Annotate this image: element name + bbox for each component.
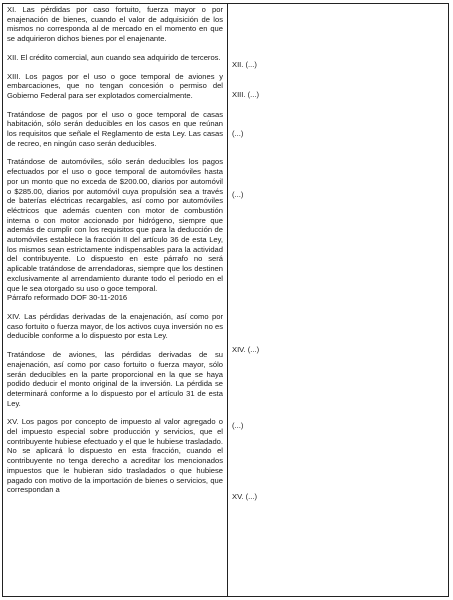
fraction-xiii: XIII. Los pagos por el uso o goce temporal de aviones y embarcaciones, que no tengan concesión o permiso del Gobierno Federal para ser explotados comercialmente. — [7, 71, 223, 100]
fraction-xii: XII. El crédito comercial, aun cuando sea adquirido de terceros. — [7, 52, 221, 62]
right-note-ellipsis-3: (...) — [232, 421, 244, 430]
paragraph-aviones: Tratándose de aviones, las pérdidas derivadas de su enajenación, así como por caso fortuito o fuerza mayor, sólo serán deducibles en la parte proporcional en la que se haya podido deducir el monto original de la inversión. La pérdida se determinará conforme a lo dispuesto por el artículo 31 de esta Ley. — [7, 350, 223, 408]
column-divider — [227, 3, 228, 597]
fraction-xi: XI. Las pérdidas por caso fortuito, fuerza mayor o por enajenación de bienes, cuando el valor de adquisición de los mismos no corresponda al de mercado en el momento en que se adquirieron dichos bienes por el enajenante. — [7, 5, 223, 44]
right-note-xv: XV. (...) — [232, 492, 258, 501]
paragraph-automoviles: Tratándose de automóviles, sólo serán deducibles los pagos efectuados por el uso o goce temporal de automóviles hasta por un monto que no exceda de $200.00, diarios por automóvil o $285.00, diarios por automóvil cuya propulsión sea a través de baterías eléctricas recargables, así como por automóviles eléctricos que además cuenten con motor de combustión interna o con motor accionado por hidrógeno, siempre que además de cumplir con los requisitos que para la deducción de automóviles establece la fracción II del artículo 36 de esta Ley, los mismos sean estrictamente indispensables para la actividad del contribuyente. Lo dispuesto en este párrafo no será aplicable tratándose de arrendadoras, siempre que los destinen exclusivamente al arrendamiento durante todo el periodo en el que le sea otorgado su uso o goce temporal. — [7, 157, 223, 293]
right-note-xiv: XIV. (...) — [232, 345, 260, 354]
right-note-ellipsis-1: (...) — [232, 129, 244, 138]
fraction-xv: XV. Los pagos por concepto de impuesto al valor agregado o del impuesto especial sobre producción y servicios, que el contribuyente hubiese efectuado y el que le hubiese trasladado. No se aplicará lo dispuesto en esta fracción, cuando el contribuyente no tenga derecho a acreditar los mencionados impuestos que le hubieran sido trasladados o que hubiese pagado con motivo de la importación de bienes o servicios, que correspondan a — [7, 417, 223, 495]
right-note-xii: XII. (...) — [232, 60, 257, 69]
reform-note: Párrafo reformado DOF 30-11-2016 — [7, 293, 128, 303]
fraction-xiv: XIV. Las pérdidas derivadas de la enajenación, así como por caso fortuito o fuerza mayor, de los activos cuya inversión no es deducible conforme a lo dispuesto por esta Ley. — [7, 311, 223, 341]
right-note-xiii: XIII. (...) — [232, 90, 260, 99]
left-column — [7, 5, 223, 504]
right-note-ellipsis-2: (...) — [232, 190, 244, 199]
paragraph-casas: Tratándose de pagos por el uso o goce temporal de casas habitación, sólo serán deducibles en los casos en que reúnan los requisitos que señale el Reglamento de esta Ley. Las casas de recreo, en ningún caso serán deducibles. — [7, 109, 223, 148]
